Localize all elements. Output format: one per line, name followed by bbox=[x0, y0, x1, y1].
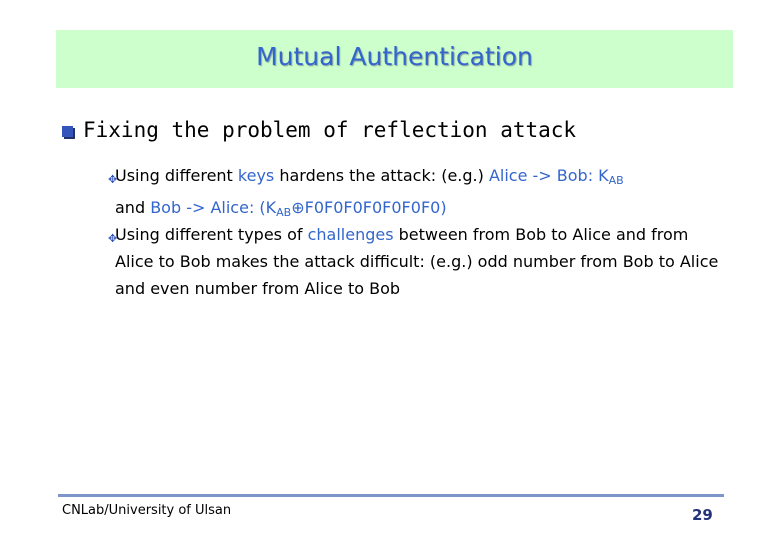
sub-bullet-text: Using different keys hardens the attack: (e.g.) Alice -> Bob: $K_{AB}$ and Bob -> Alice: $(K_{AB}\oplus F0F0F0F0F0F0F0)$ bbox=[115, 166, 624, 219]
footer-affiliation: CNLab/University of Ulsan bbox=[62, 503, 232, 518]
sub-bullet-text: Using different types of challenges between from Bob to Alice and from Alice to Bob makes the attack difficult: (e.g.) odd number from Bob to Alice and even number from Alice to Bob bbox=[115, 225, 719, 298]
title-banner bbox=[56, 30, 733, 88]
slide-title: Mutual Authentication bbox=[256, 42, 533, 71]
sub-bullet-keys bbox=[108, 162, 728, 226]
sub-bullet-challenges bbox=[108, 221, 728, 302]
footer-divider bbox=[58, 494, 724, 497]
page-number: 29 bbox=[692, 506, 713, 524]
square-bullet-icon bbox=[62, 126, 73, 137]
diamond-bullet-icon: ✥ bbox=[108, 173, 118, 186]
main-bullet bbox=[62, 118, 576, 142]
main-bullet-text: Fixing the problem of reflection attack bbox=[83, 118, 577, 142]
diamond-bullet-icon: ✥ bbox=[108, 232, 118, 245]
